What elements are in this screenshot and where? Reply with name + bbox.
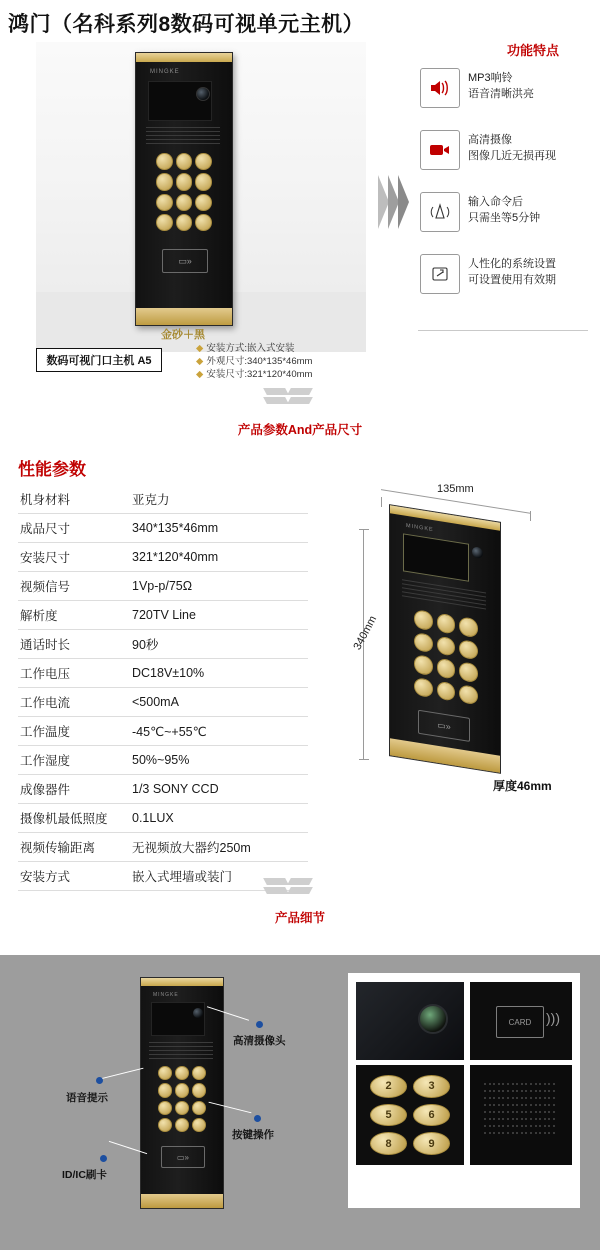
- page-header: [0, 0, 600, 40]
- feature-line: 输入命令后: [468, 196, 523, 208]
- table-row: [18, 543, 308, 572]
- feature-item-1: [420, 68, 600, 116]
- table-row: [18, 630, 308, 659]
- device-gold-bottom: [136, 308, 232, 325]
- dim-tick: [381, 497, 382, 507]
- device-keypad: [156, 153, 212, 231]
- photo-camera: [356, 982, 464, 1060]
- photo-speaker-grille: [470, 1065, 572, 1165]
- spec-value: 321*120*40mm: [118, 543, 308, 572]
- chevron-down-icon: [265, 388, 335, 410]
- divider-label-2: 产品细节: [274, 911, 325, 925]
- device-display: [403, 533, 469, 581]
- feature-item-3: [420, 192, 600, 240]
- product-device-dimension: [389, 504, 501, 774]
- device-brand-label: MINGKE: [406, 522, 434, 534]
- table-row: [18, 659, 308, 688]
- spec-value: 50%~95%: [118, 746, 308, 775]
- details-section: [0, 955, 600, 1250]
- spec-key: 摄像机最低照度: [18, 804, 118, 833]
- camera-icon: [420, 130, 460, 170]
- hero-spec-item: 外观尺寸:340*135*46mm: [206, 356, 313, 367]
- spec-value: 无视频放大器约250m: [118, 833, 308, 862]
- speaker-grille: [149, 1042, 213, 1062]
- spec-key: 工作电压: [18, 659, 118, 688]
- callout-dot: [254, 1115, 261, 1122]
- keypad-key: 9: [413, 1132, 450, 1155]
- callout-dot: [100, 1155, 107, 1162]
- spec-value: 90秒: [118, 630, 308, 659]
- speaker-grille: [402, 579, 486, 612]
- keypad-key: 6: [413, 1104, 450, 1127]
- callout-keypad: 按键操作: [232, 1129, 274, 1141]
- card-label: CARD: [496, 1006, 544, 1038]
- spec-key: 视频传输距离: [18, 833, 118, 862]
- spec-key: 工作温度: [18, 717, 118, 746]
- photo-card-reader: [470, 982, 572, 1060]
- card-swipe-icon: ▭»: [162, 249, 208, 273]
- spec-key: 工作电流: [18, 688, 118, 717]
- dim-tick: [530, 511, 531, 521]
- callout-dot: [96, 1077, 103, 1084]
- feature-text-1: [468, 70, 534, 102]
- hero-spec-item: 安装方式:嵌入式安装: [206, 343, 295, 354]
- dimension-thickness-label: 厚度46mm: [493, 779, 552, 793]
- table-row: [18, 833, 308, 862]
- chevron-down-icon: [265, 878, 335, 900]
- camera-lens-icon: [193, 1008, 203, 1018]
- speaker-grille: [146, 127, 220, 147]
- feature-line: 只需坐等5分钟: [468, 212, 541, 224]
- spec-value: -45℃~+55℃: [118, 717, 308, 746]
- camera-lens-icon: [472, 546, 483, 559]
- table-row: [18, 804, 308, 833]
- features-divider: [418, 330, 588, 331]
- keypad-key: 8: [370, 1132, 407, 1155]
- divider-label-1: 产品参数And产品尺寸: [237, 423, 363, 437]
- performance-section: [0, 455, 600, 925]
- detail-photo-grid: [348, 973, 580, 1208]
- spec-key: 机身材料: [18, 485, 118, 514]
- hero-spec-item: 安装尺寸:321*120*40mm: [206, 369, 313, 380]
- keypad-key: 3: [413, 1075, 450, 1098]
- spec-value: 1Vp-p/75Ω: [118, 572, 308, 601]
- callout-line: [101, 1068, 144, 1080]
- feature-line: 语音清晰洪亮: [468, 88, 534, 100]
- dimension-width-label: 135mm: [437, 483, 474, 495]
- feature-text-4: [468, 256, 556, 288]
- card-swipe-icon: ▭»: [161, 1146, 205, 1168]
- table-row: [18, 775, 308, 804]
- device-brand-label: MINGKE: [150, 69, 180, 75]
- camera-lens-icon: [196, 87, 210, 101]
- page-title: 鸿门（名科系列8数码可视单元主机）: [8, 13, 365, 36]
- product-device-detail: [140, 977, 224, 1209]
- device-color-caption: 金砂＋黑: [161, 329, 205, 341]
- spec-key: 解析度: [18, 601, 118, 630]
- spec-value: 0.1LUX: [118, 804, 308, 833]
- settings-share-icon: [420, 254, 460, 294]
- bullet-icon: ◆: [196, 343, 204, 354]
- spec-value: 亚克力: [118, 485, 308, 514]
- bullet-icon: ◆: [196, 356, 204, 367]
- spec-key: 成品尺寸: [18, 514, 118, 543]
- bullet-icon: ◆: [196, 369, 204, 380]
- performance-table: [18, 485, 308, 891]
- feature-text-2: [468, 132, 556, 164]
- feature-item-4: [420, 254, 600, 302]
- spec-value: DC18V±10%: [118, 659, 308, 688]
- feature-line: MP3响铃: [468, 72, 513, 84]
- device-gold-top: [136, 53, 232, 62]
- dim-tick: [359, 759, 369, 760]
- device-keypad: [414, 609, 478, 705]
- spec-value: 340*135*46mm: [118, 514, 308, 543]
- feature-line: 人性化的系统设置: [468, 258, 556, 270]
- spec-key: 安装尺寸: [18, 543, 118, 572]
- card-swipe-icon: ▭»: [418, 710, 470, 742]
- keypad-key: 2: [370, 1075, 407, 1098]
- dimension-height-label: 340mm: [351, 613, 380, 653]
- spec-value: 1/3 SONY CCD: [118, 775, 308, 804]
- spec-key: 成像器件: [18, 775, 118, 804]
- photo-keypad: [356, 1065, 464, 1165]
- signal-tower-icon: [420, 192, 460, 232]
- spec-key: 视频信号: [18, 572, 118, 601]
- keypad-key: 5: [370, 1104, 407, 1127]
- feature-line: 可设置使用有效期: [468, 274, 556, 286]
- device-brand-label: MINGKE: [153, 992, 179, 998]
- spec-key: 工作湿度: [18, 746, 118, 775]
- device-keypad: [158, 1066, 206, 1132]
- table-row: [18, 746, 308, 775]
- speaker-icon: [420, 68, 460, 108]
- table-row: [18, 688, 308, 717]
- feature-item-2: [420, 130, 600, 178]
- camera-lens-icon: [418, 1004, 448, 1034]
- table-row: [18, 601, 308, 630]
- chevron-right-icon: [378, 175, 408, 230]
- product-device-main: [135, 52, 233, 326]
- spec-value: 720TV Line: [118, 601, 308, 630]
- table-row: [18, 485, 308, 514]
- dim-tick: [359, 529, 369, 530]
- hero-spec-list: [196, 342, 376, 381]
- callout-voice: 语音提示: [66, 1092, 108, 1104]
- performance-title: 性能参数: [18, 460, 86, 479]
- spec-key: 通话时长: [18, 630, 118, 659]
- feature-line: 高清摄像: [468, 134, 512, 146]
- feature-line: 图像几近无损再现: [468, 150, 556, 162]
- rfid-wave-icon: ))): [546, 1010, 560, 1026]
- spec-value: <500mA: [118, 688, 308, 717]
- table-row: [18, 572, 308, 601]
- callout-dot: [256, 1021, 263, 1028]
- spec-value: 嵌入式埋墙或装门: [118, 862, 308, 891]
- callout-card: ID/IC刷卡: [62, 1169, 107, 1181]
- dimension-diagram: [325, 477, 587, 817]
- spec-key: 安装方式: [18, 862, 118, 891]
- table-row: [18, 717, 308, 746]
- callout-camera: 高清摄像头: [233, 1035, 286, 1047]
- features-title: 功能特点: [506, 43, 559, 58]
- table-row: [18, 514, 308, 543]
- model-tag: 数码可视门口主机 A5: [36, 348, 162, 372]
- feature-text-3: [468, 194, 540, 226]
